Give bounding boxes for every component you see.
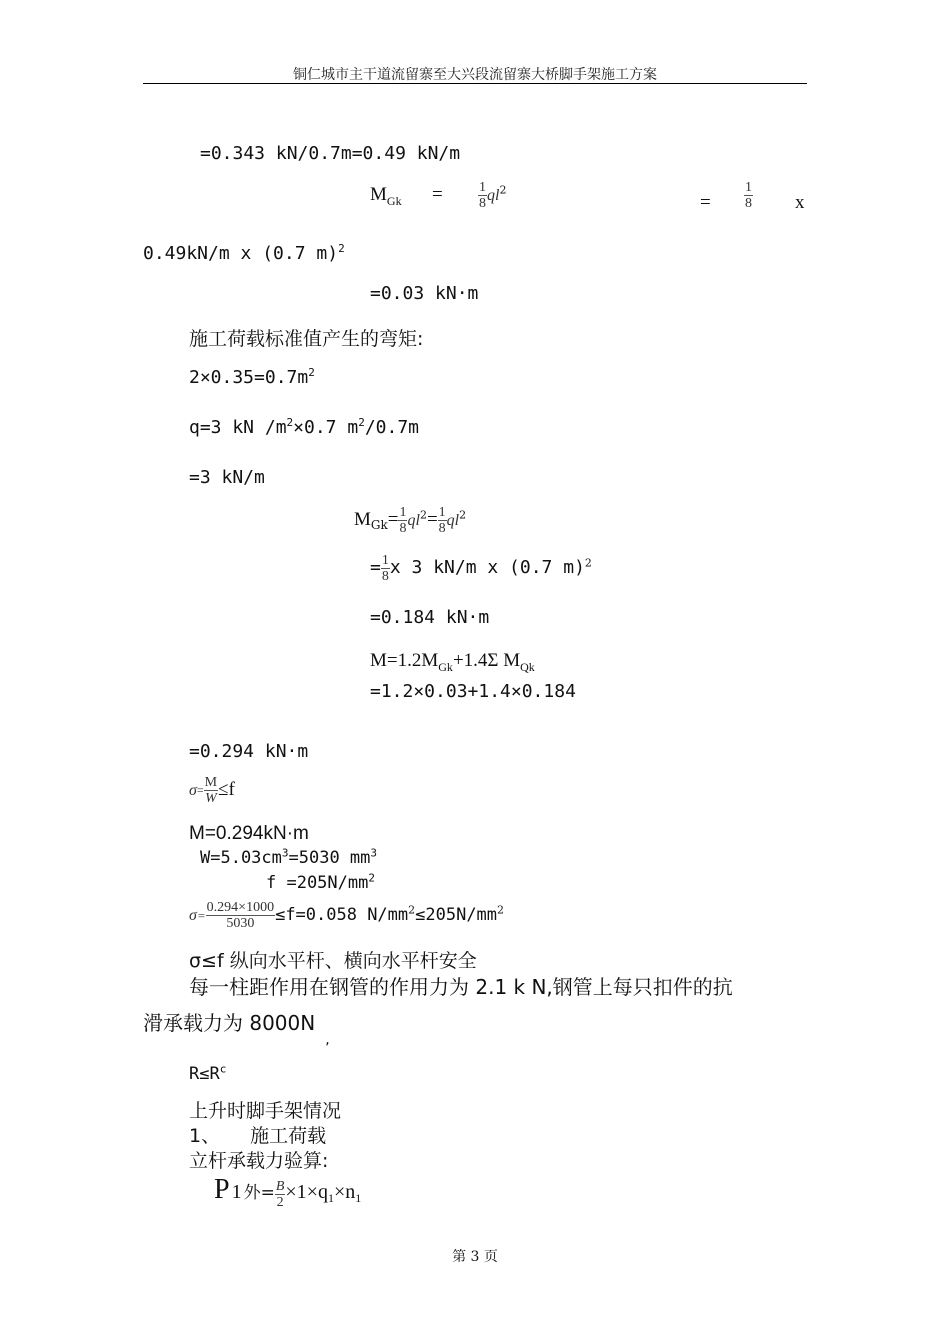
line-w: $W=5.03cm^3=5030$ $mm^3$ xyxy=(200,846,378,868)
line-q: q=3 kN $/m^2\times 0.7$ $m^2/0.7m$ xyxy=(189,416,420,438)
section-pole-capacity: 立杆承载力验算: xyxy=(189,1150,329,1172)
paragraph-force-cont: 滑承载力为 $8000N_,$ xyxy=(143,1011,330,1048)
fraction-one-eighth: $\frac{1}{8}$ $ql^2$ xyxy=(479,180,507,211)
line-0184-result: =0.184 kN·m xyxy=(370,607,490,628)
formula-p1: P 1 外= $\frac{B}{2}$ $\times 1\times q_1\times n_1$ xyxy=(214,1174,362,1210)
page-header: 铜仁城市主干道流留寨至大兴段流留寨大桥脚手架施工方案 xyxy=(293,67,657,83)
section-lifting: 上升时脚手架情况 xyxy=(189,1100,342,1122)
times-x: x xyxy=(795,192,805,213)
line-f: $f =205N/mm^2$ xyxy=(266,871,375,893)
line-area: $2\times 0.35=0.7m^2$ xyxy=(189,366,315,388)
line-safe: σ≤f 纵向水平杆、横向水平杆安全 xyxy=(189,950,477,972)
equals-sign: = xyxy=(432,184,443,205)
formula-sigma: σ= $\frac{M}{W}$ ≤f xyxy=(189,775,235,806)
formula-mgk: $M_{Gk}$ xyxy=(370,184,402,208)
formula-mgk-2: $M_{Gk}=$ $\frac{1}{8}$ $ql^2=$ $\frac{1}{8}$ $ql^2$ xyxy=(354,505,467,536)
formula-m-total: $M=1.2M_{Gk}+1.4\Sigma$ $M_{Qk}$ xyxy=(370,650,535,674)
line-m-calc: =1.2×0.03+1.4×0.184 xyxy=(370,681,576,702)
line-eighth-times: = $\frac{1}{8}$ x 3 kN/m x (0.7 m)$^2$ xyxy=(370,553,592,584)
header-rule xyxy=(143,83,807,84)
line-r-check: $R\le R^c$ xyxy=(189,1062,227,1084)
line-q-result-2: =3 kN/m xyxy=(189,467,265,488)
fraction-one-eighth-2: $\frac{1}{8}$ xyxy=(745,180,752,211)
line-003-result: =0.03 kN·m xyxy=(370,283,479,304)
formula-sigma-check: σ= $\frac{0.294\times 1000}{5030}$ ≤f=0.058 $N/mm^2\le 205N/mm^2$ xyxy=(189,900,505,931)
paragraph-force: 每一柱距作用在钢管的作用力为 2.1 k N,钢管上每只扣件的抗 xyxy=(189,975,733,999)
line-m-result: =0.294 kN·m xyxy=(189,741,309,762)
line-q-result: =0.343 kN/0.7m=0.49 kN/m xyxy=(200,143,461,164)
section-construction-load-moment: 施工荷载标准值产生的弯矩: xyxy=(189,328,424,350)
equals-sign-2: = xyxy=(700,192,711,213)
page-number: 第 3 页 xyxy=(452,1249,498,1265)
section-construction-load: 1、 施工荷载 xyxy=(189,1125,327,1147)
line-m-value: M=0.294kN·m xyxy=(189,823,309,844)
line-049: 0.49kN/m x (0.7 m)$^2$ xyxy=(143,242,345,264)
